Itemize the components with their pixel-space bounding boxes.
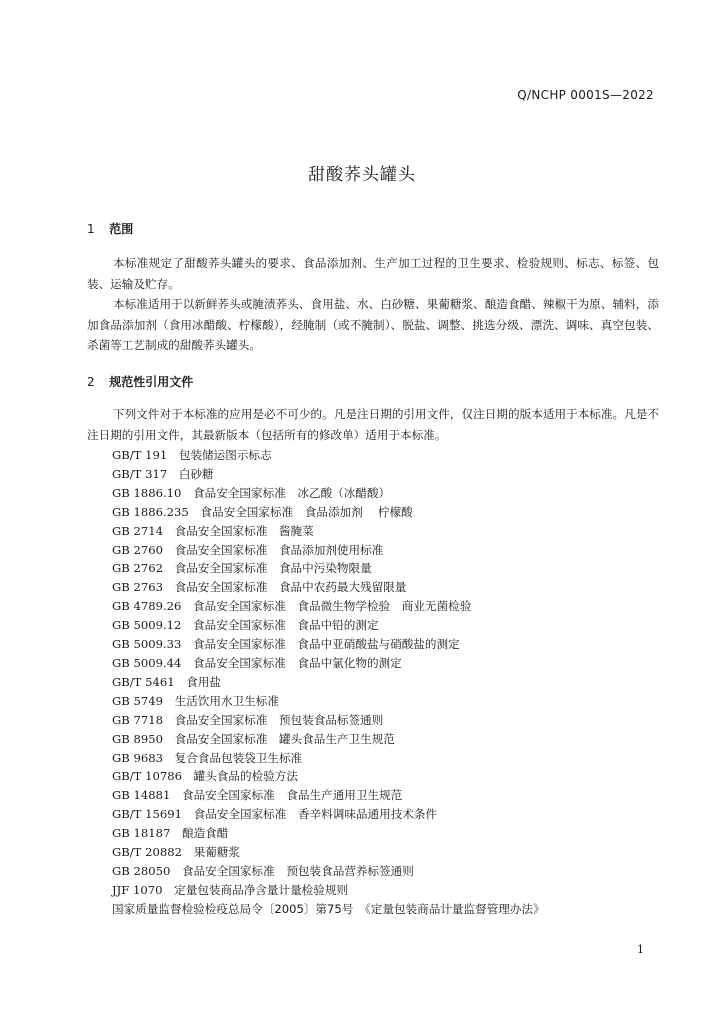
scope-paragraph-2: 本标准适用于以新鲜荞头或腌渍荞头、食用盐、水、白砂糖、果葡糖浆、酿造食醋、辣椒干为原、辅料，添加食品添加剂（食用冰醋酸、柠檬酸），经腌制（或不腌制）、脱盐、调整、挑选分级、漂洗、调味、真空包装、杀菌等工艺制成的甜酸荞头罐头。 [87, 297, 659, 352]
reference-name: 食品安全国家标准 食品添加剂 柠檬酸 [200, 504, 413, 519]
section-1-heading [87, 220, 133, 237]
section-title: 范围 [109, 222, 134, 236]
section-2-heading [87, 373, 193, 390]
reference-code: GB 2762 [112, 561, 163, 576]
reference-item [112, 654, 545, 673]
reference-code: GB/T 191 [112, 448, 168, 462]
reference-item [112, 503, 545, 522]
reference-item [112, 881, 545, 900]
reference-name: 食品安全国家标准 食品中铅的测定 [193, 618, 379, 633]
reference-name: 定量包装商品净含量计量检验规则 [174, 882, 349, 897]
reference-code: GB 2760 [112, 542, 163, 557]
reference-item [112, 805, 545, 824]
reference-item [112, 559, 545, 578]
reference-name: 食品安全国家标准 食品添加剂使用标准 [174, 542, 384, 557]
reference-name: 包装储运图示标志 [178, 448, 272, 462]
reference-code: GB 5009.44 [112, 655, 182, 670]
reference-name: 食用盐 [186, 674, 222, 689]
reference-item [112, 578, 545, 597]
reference-name: 罐头食品的检验方法 [193, 769, 298, 784]
reference-code: GB 8950 [112, 731, 163, 746]
reference-name: 食品安全国家标准 罐头食品生产卫生规范 [174, 731, 395, 746]
section-number: 1 [87, 222, 95, 236]
normative-references-list [112, 446, 545, 919]
references-intro-paragraph: 下列文件对于本标准的应用是必不可少的。凡是注日期的引用文件，仅注日期的版本适用于本标准。凡是不注日期的引用文件，其最新版本（包括所有的修改单）适用于本标准。 [87, 407, 659, 442]
reference-code: GB/T 317 [112, 466, 168, 481]
reference-item [112, 635, 545, 654]
reference-code: GB 1886.235 [112, 504, 189, 519]
reference-code: GB/T 10786 [112, 769, 182, 784]
reference-code: JJF 1070 [112, 882, 163, 897]
reference-code: GB 9683 [112, 750, 163, 765]
reference-code: GB 5009.33 [112, 637, 182, 652]
reference-name: 食品安全国家标准 香辛料调味品通用技术条件 [193, 807, 438, 822]
reference-name: 生活饮用水卫生标准 [174, 693, 279, 708]
reference-item [112, 484, 545, 503]
reference-name: 食品安全国家标准 食品中污染物限量 [174, 561, 372, 576]
reference-name: 食品安全国家标准 冰乙酸（冰醋酸） [193, 485, 391, 500]
reference-name: 白砂糖 [178, 466, 214, 481]
reference-item [112, 767, 545, 786]
reference-code: GB 4789.26 [112, 599, 182, 614]
section-title: 规范性引用文件 [109, 375, 194, 389]
reference-name: 食品安全国家标准 预包装食品标签通则 [174, 712, 384, 727]
reference-code: GB/T 20882 [112, 845, 182, 860]
reference-item [112, 862, 545, 881]
reference-code: GB 7718 [112, 712, 163, 727]
reference-item [112, 711, 545, 730]
reference-item [112, 597, 545, 616]
reference-name: 酿造食醋 [181, 826, 229, 841]
reference-code: GB/T 5461 [112, 674, 175, 689]
reference-code: GB 28050 [112, 863, 171, 878]
reference-item [112, 446, 545, 465]
reference-code: GB 5749 [112, 693, 163, 708]
reference-item [112, 616, 545, 635]
reference-item [112, 692, 545, 711]
reference-code: 国家质量监督检验检疫总局令〔2005〕第75号 [112, 901, 354, 916]
scope-paragraph-1: 本标准规定了甜酸荞头罐头的要求、食品添加剂、生产加工过程的卫生要求、检验规则、标志、标签、包装、运输及贮存。 [87, 256, 659, 291]
reference-name: 复合食品包装袋卫生标准 [174, 750, 303, 765]
reference-item [112, 465, 545, 484]
reference-name: 食品安全国家标准 食品中氯化物的测定 [193, 655, 402, 670]
reference-item [112, 843, 545, 862]
reference-item [112, 541, 545, 560]
reference-code: GB 5009.12 [112, 618, 182, 633]
reference-item [112, 824, 545, 843]
reference-name: 食品安全国家标准 食品微生物学检验 商业无菌检验 [193, 599, 472, 614]
reference-name: 食品安全国家标准 预包装食品营养标签通则 [181, 863, 414, 878]
section-number: 2 [87, 375, 95, 389]
reference-name: 食品安全国家标准 食品中亚硝酸盐与硝酸盐的测定 [193, 637, 460, 652]
page-number: 1 [637, 943, 644, 956]
reference-name: 食品安全国家标准 食品生产通用卫生规范 [181, 788, 403, 803]
reference-code: GB 14881 [112, 788, 171, 803]
reference-item [112, 730, 545, 749]
reference-code: GB 18187 [112, 826, 171, 841]
reference-item [112, 786, 545, 805]
reference-code: GB 1886.10 [112, 485, 182, 500]
reference-name: 《定量包装商品计量监督管理办法》 [364, 901, 545, 916]
reference-name: 食品安全国家标准 酱腌菜 [174, 523, 314, 538]
reference-name: 食品安全国家标准 食品中农药最大残留限量 [174, 580, 407, 595]
reference-item [112, 673, 545, 692]
reference-code: GB/T 15691 [112, 807, 182, 822]
standard-code: Q/NCHP 0001S—2022 [517, 88, 654, 102]
reference-code: GB 2763 [112, 580, 163, 595]
reference-code: GB 2714 [112, 523, 163, 538]
reference-item [112, 749, 545, 768]
reference-item [112, 522, 545, 541]
document-title: 甜酸荞头罐头 [308, 165, 416, 185]
reference-name: 果葡糖浆 [193, 845, 240, 860]
reference-item [112, 900, 545, 919]
